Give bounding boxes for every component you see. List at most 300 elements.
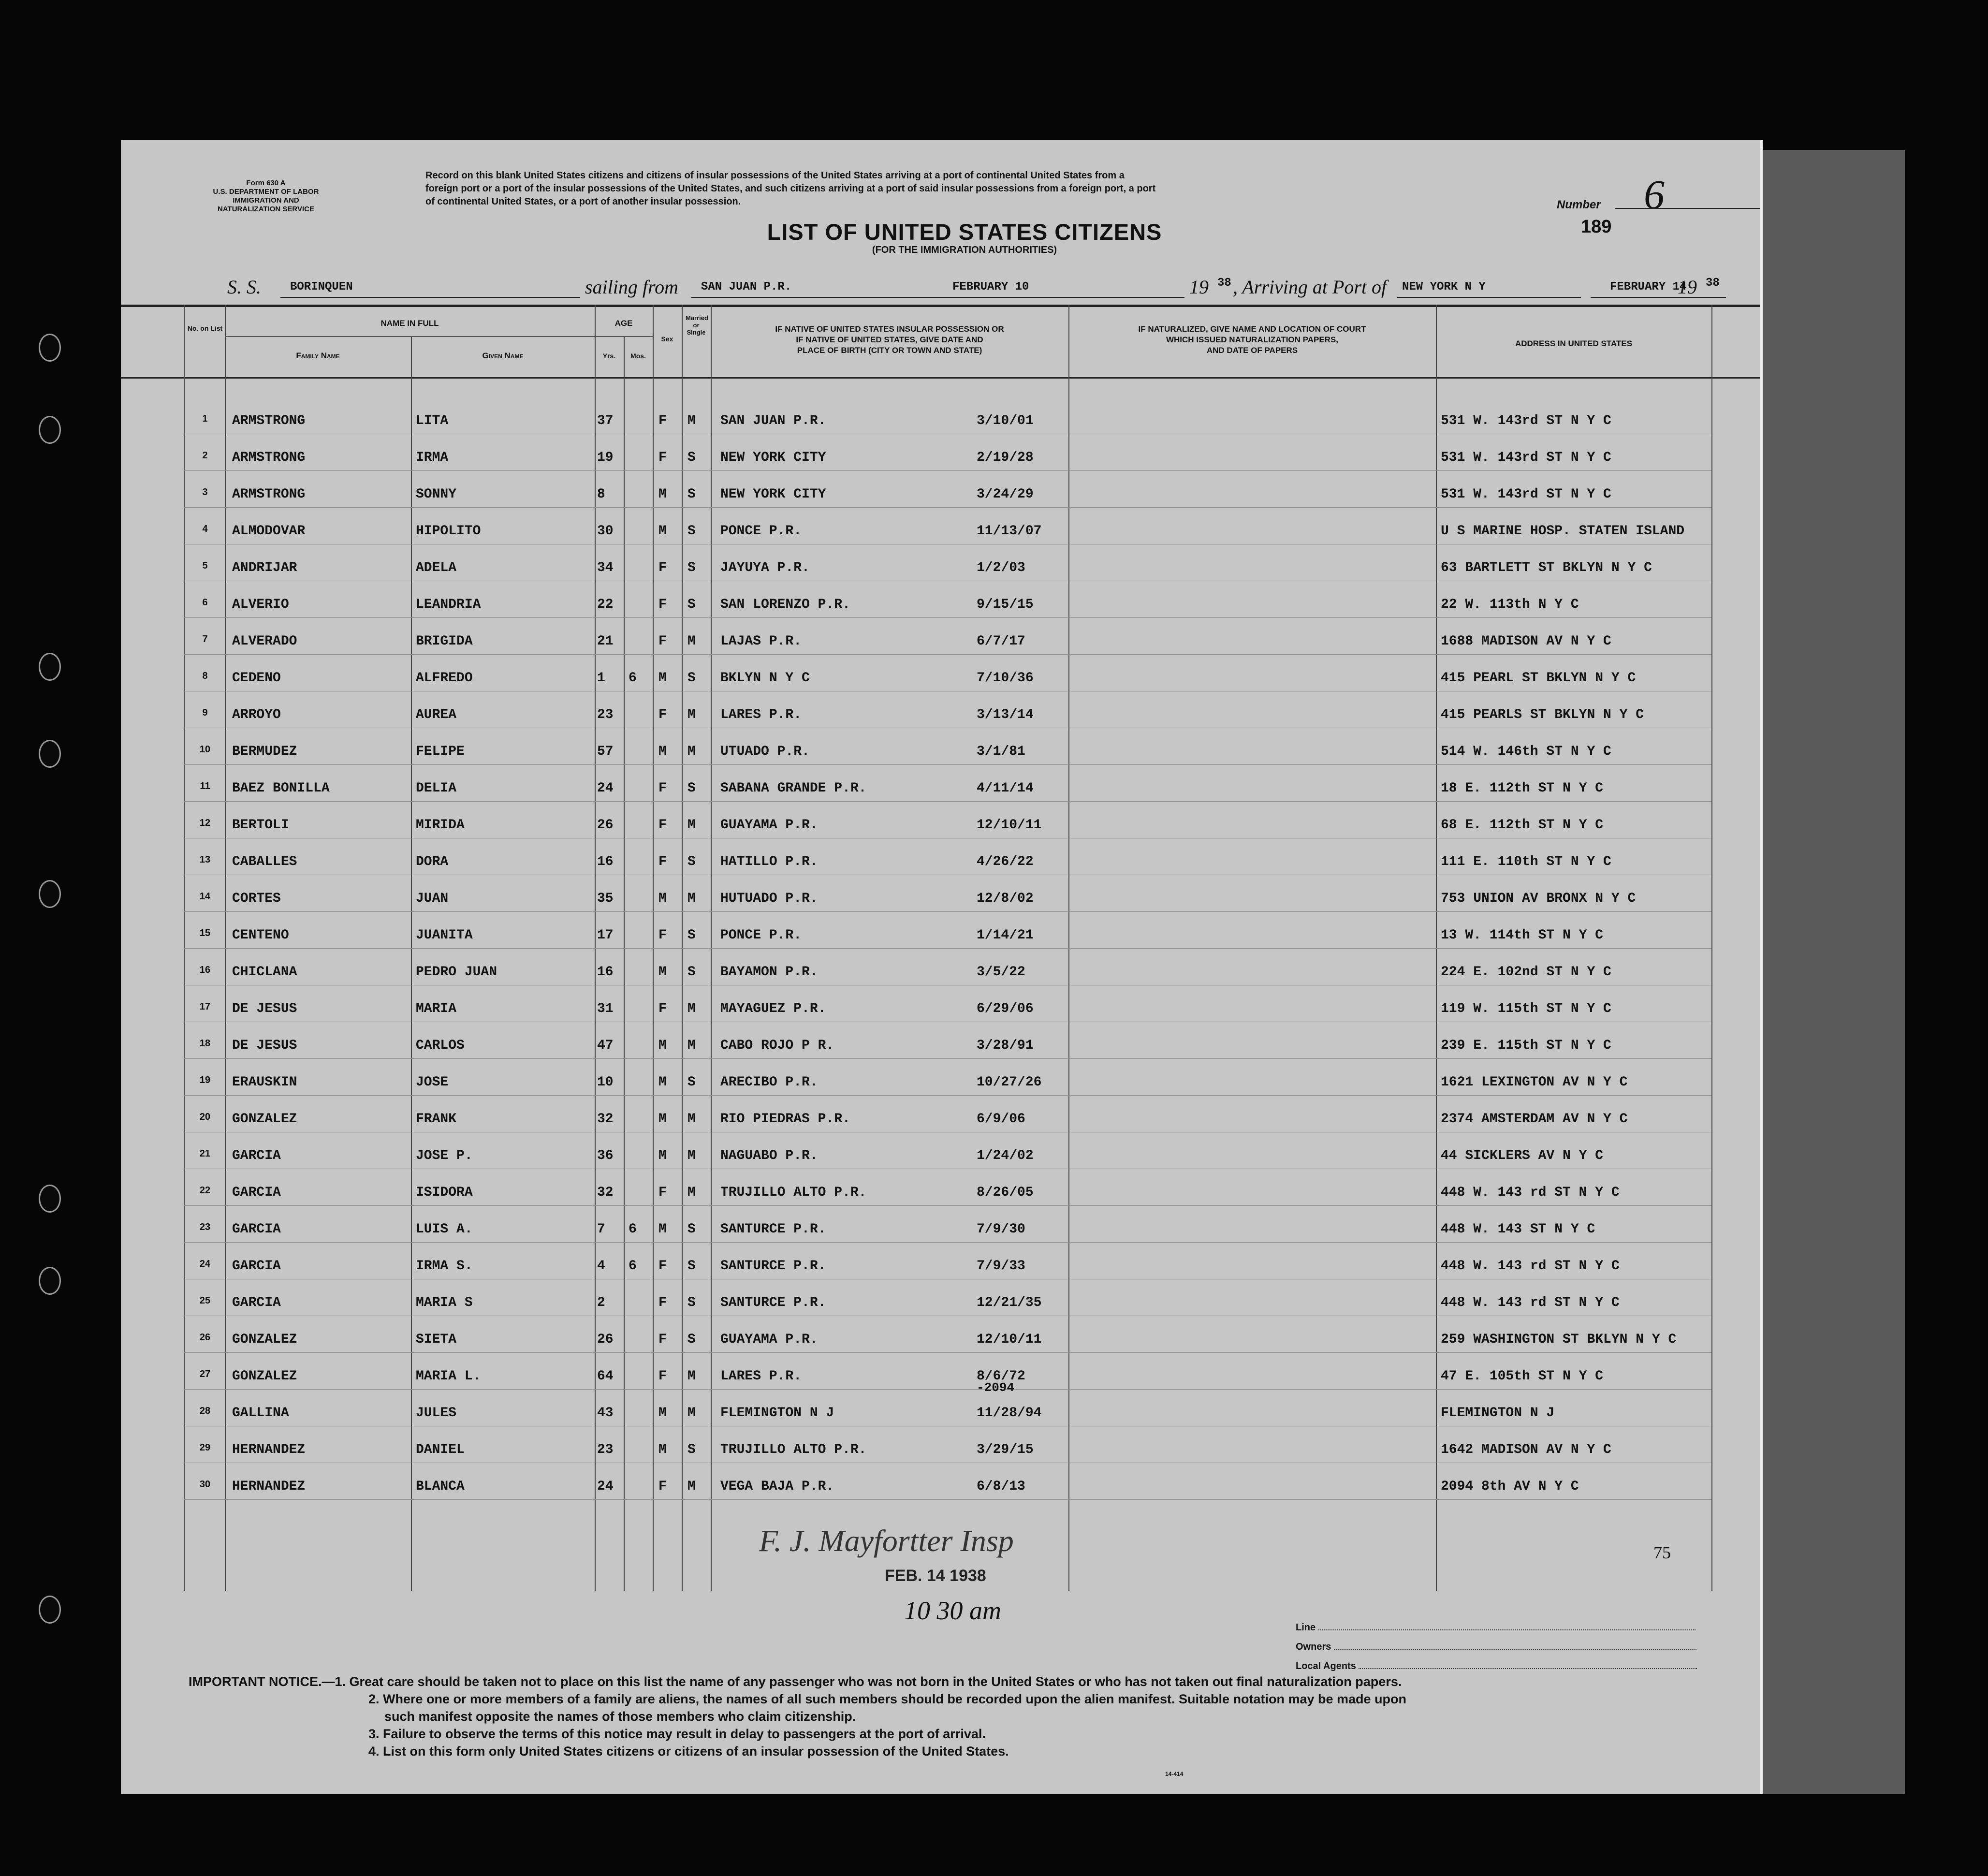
age-years-cell: 23 (597, 707, 614, 722)
marital-status-cell: M (687, 634, 696, 649)
birthplace-cell: FLEMINGTON N J (720, 1406, 834, 1421)
sex-cell: M (658, 891, 667, 906)
arriving-label: , Arriving at Port of (1233, 276, 1387, 298)
family-name-cell: ALMODOVAR (232, 524, 306, 539)
depart-year: 38 (1217, 277, 1231, 290)
line-field-underline (1318, 1629, 1696, 1630)
col-divider (411, 336, 412, 1591)
header-no-on-list: No. on List (187, 324, 223, 332)
address-cell: 119 W. 115th ST N Y C (1441, 1001, 1611, 1016)
family-name-cell: HERNANDEZ (232, 1479, 306, 1494)
birth-date-cell: 12/8/02 (977, 891, 1034, 906)
age-years-cell: 21 (597, 634, 614, 649)
sex-cell: M (658, 1075, 667, 1090)
family-name-cell: GARCIA (232, 1222, 281, 1237)
col-divider (711, 305, 712, 1591)
age-years-cell: 4 (597, 1259, 605, 1274)
row-number: 4 (202, 524, 208, 534)
ship-name: BORINQUEN (290, 280, 353, 293)
row-number: 5 (202, 560, 208, 571)
row-number: 1 (202, 413, 208, 424)
header-birth-line: PLACE OF BIRTH (CITY OR TOWN AND STATE) (797, 346, 982, 355)
row-rule (184, 948, 1711, 949)
row-number: 27 (199, 1369, 211, 1379)
birth-date-cell: 11/28/94 (977, 1406, 1042, 1421)
marital-status-cell: S (687, 1332, 696, 1347)
sex-cell: F (658, 781, 667, 796)
birth-date-cell: 3/10/01 (977, 413, 1034, 428)
header-naturalized (1071, 324, 1433, 356)
binder-hole (39, 653, 61, 681)
marital-status-cell: M (687, 891, 696, 906)
age-months-cell: 6 (629, 671, 637, 686)
header-given-name: Given Name (482, 351, 524, 360)
family-name-cell: ARROYO (232, 707, 281, 722)
birth-date-cell: 3/24/29 (977, 487, 1034, 502)
sex-cell: F (658, 818, 667, 833)
family-name-cell: ARMSTRONG (232, 450, 306, 465)
birth-date-cell: 8/26/05 (977, 1185, 1034, 1200)
sex-cell: F (658, 1369, 667, 1384)
record-line: foreign port or a port of the insular possessions of the United States, and such citizens arriving at a port of said insular possessions from a foreign port, a port (425, 183, 1156, 194)
notice-text: 1. Great care should be taken not to place on this list the name of any passenger who was not born in the United States or who has not taken out final naturalization papers. (335, 1674, 1402, 1689)
family-name-cell: ANDRIJAR (232, 560, 297, 575)
binder-hole (39, 1267, 61, 1295)
family-name-cell: CENTENO (232, 928, 289, 943)
row-number: 26 (199, 1332, 211, 1343)
form-id-line: U.S. DEPARTMENT OF LABOR (213, 188, 319, 196)
sex-cell: F (658, 634, 667, 649)
birth-date-cell: 1/14/21 (977, 928, 1034, 943)
age-years-cell: 7 (597, 1222, 605, 1237)
address-cell: 13 W. 114th ST N Y C (1441, 928, 1604, 943)
birthplace-cell: HUTUADO P.R. (720, 891, 818, 906)
origin-port: SAN JUAN P.R. (701, 280, 792, 293)
marital-status-cell: S (687, 671, 696, 686)
row-number: 13 (199, 854, 211, 865)
depart-underline (943, 297, 1184, 298)
sex-cell: M (658, 487, 667, 502)
form-id-line: NATURALIZATION SERVICE (217, 205, 314, 213)
marital-status-cell: M (687, 1406, 696, 1421)
age-years-cell: 10 (597, 1075, 614, 1090)
age-months-cell: 6 (629, 1259, 637, 1274)
list-number: 6 (1644, 171, 1665, 218)
row-rule (184, 1095, 1711, 1096)
given-name-cell: ISIDORA (416, 1185, 473, 1200)
family-name-cell: CABALLES (232, 854, 297, 869)
header-family-name: Family Name (296, 351, 340, 360)
marital-status-cell: S (687, 450, 696, 465)
sex-cell: M (658, 1038, 667, 1053)
birthplace-cell: ARECIBO P.R. (720, 1075, 818, 1090)
header-name-in-full: NAME IN FULL (380, 319, 439, 328)
birth-date-cell: 6/9/06 (977, 1112, 1025, 1127)
important-notice (189, 1673, 1736, 1760)
given-name-cell: JOSE P. (416, 1148, 473, 1163)
row-rule (184, 801, 1711, 802)
given-name-cell: DORA (416, 854, 449, 869)
given-name-cell: DELIA (416, 781, 457, 796)
row-number: 19 (199, 1075, 211, 1085)
address-cell: 1688 MADISON AV N Y C (1441, 634, 1611, 649)
birth-date-cell: 12/21/35 (977, 1295, 1042, 1310)
col-divider (624, 336, 625, 1591)
manifest-page (121, 140, 1763, 1794)
form-code: 14-414 (1165, 1771, 1184, 1777)
binder-hole (39, 416, 61, 444)
birth-date-cell: 7/10/36 (977, 671, 1034, 686)
sex-cell: M (658, 1406, 667, 1421)
address-cell: 448 W. 143 rd ST N Y C (1441, 1295, 1620, 1310)
address-cell: 239 E. 115th ST N Y C (1441, 1038, 1611, 1053)
number-label: Number (1557, 198, 1601, 211)
given-name-cell: LITA (416, 413, 449, 428)
header-naturalized-line: AND DATE OF PAPERS (1206, 346, 1298, 355)
birth-date-cell: 3/5/22 (977, 965, 1025, 980)
row-number: 3 (202, 487, 208, 498)
address-cell: 1621 LEXINGTON AV N Y C (1441, 1075, 1628, 1090)
header-birth-line: IF NATIVE OF UNITED STATES INSULAR POSSESSION OR (775, 324, 1004, 334)
birth-date-cell: 6/8/13 (977, 1479, 1025, 1494)
row-rule (184, 654, 1711, 655)
arrival-year-prefix: 19 (1678, 276, 1697, 298)
table-top-rule (121, 305, 1760, 307)
col-divider (682, 305, 683, 1591)
sex-cell: F (658, 597, 667, 612)
name-age-subrule (225, 336, 653, 337)
marital-status-cell: S (687, 928, 696, 943)
row-number: 22 (199, 1185, 211, 1196)
marital-status-cell: S (687, 524, 696, 539)
record-line: Record on this blank United States citizens and citizens of insular possessions of the United States arriving at a port of continental United States from a (425, 170, 1125, 181)
passenger-table (121, 305, 1760, 1591)
line-label: Line (1296, 1622, 1316, 1633)
given-name-cell: JUAN (416, 891, 449, 906)
birth-date-cell: 2/19/28 (977, 450, 1034, 465)
age-years-cell: 26 (597, 818, 614, 833)
marital-status-cell: S (687, 1075, 696, 1090)
header-address: ADDRESS IN UNITED STATES (1515, 339, 1633, 348)
family-name-cell: CORTES (232, 891, 281, 906)
age-years-cell: 2 (597, 1295, 605, 1310)
birth-date-cell: 11/13/07 (977, 524, 1042, 539)
col-divider (184, 305, 185, 1591)
given-name-cell: MARIA (416, 1001, 457, 1016)
birth-date-cell: 12/10/11 (977, 1332, 1042, 1347)
col-divider (225, 305, 226, 1591)
row-number: 8 (202, 671, 208, 681)
address-cell: 47 E. 105th ST N Y C (1441, 1369, 1604, 1384)
sex-cell: F (658, 854, 667, 869)
row-number: 18 (199, 1038, 211, 1049)
age-years-cell: 32 (597, 1185, 614, 1200)
given-name-cell: IRMA S. (416, 1259, 473, 1274)
marital-status-cell: S (687, 560, 696, 575)
address-cell: 514 W. 146th ST N Y C (1441, 744, 1611, 759)
age-years-cell: 19 (597, 450, 614, 465)
row-number: 12 (199, 818, 211, 828)
family-name-cell: GALLINA (232, 1406, 289, 1421)
marital-status-cell: M (687, 744, 696, 759)
age-years-cell: 57 (597, 744, 614, 759)
row-number: 11 (200, 781, 210, 791)
age-months-cell: 6 (629, 1222, 637, 1237)
birth-date-cell: 3/1/81 (977, 744, 1025, 759)
header-naturalized-line: IF NATURALIZED, GIVE NAME AND LOCATION OF COURT (1138, 324, 1366, 334)
address-cell: 531 W. 143rd ST N Y C (1441, 487, 1611, 502)
marital-status-cell: S (687, 781, 696, 796)
given-name-cell: FRANK (416, 1112, 457, 1127)
row-rule (184, 1352, 1711, 1353)
given-name-cell: ALFREDO (416, 671, 473, 686)
age-years-cell: 30 (597, 524, 614, 539)
age-years-cell: 36 (597, 1148, 614, 1163)
sex-cell: M (658, 1442, 667, 1457)
given-name-cell: JOSE (416, 1075, 449, 1090)
address-cell: 753 UNION AV BRONX N Y C (1441, 891, 1636, 906)
sex-cell: F (658, 1295, 667, 1310)
header-birth-line: IF NATIVE OF UNITED STATES, GIVE DATE AND (796, 335, 983, 344)
header-sex: Sex (661, 335, 673, 343)
address-cell: 531 W. 143rd ST N Y C (1441, 450, 1611, 465)
birthplace-cell: PONCE P.R. (720, 928, 802, 943)
birthplace-cell: SAN LORENZO P.R. (720, 597, 850, 612)
origin-underline (691, 297, 943, 298)
given-name-cell: FELIPE (416, 744, 465, 759)
row-number: 15 (199, 928, 211, 938)
address-cell: 18 E. 112th ST N Y C (1441, 781, 1604, 796)
row-number: 21 (199, 1148, 211, 1159)
family-name-cell: BAEZ BONILLA (232, 781, 330, 796)
age-years-cell: 22 (597, 597, 614, 612)
family-name-cell: GONZALEZ (232, 1369, 297, 1384)
form-id-line: Form 630 A (246, 179, 286, 187)
given-name-cell: MARIA L. (416, 1369, 481, 1384)
row-number: 24 (199, 1259, 211, 1269)
arrival-date-underline (1591, 297, 1726, 298)
family-name-cell: CEDENO (232, 671, 281, 686)
sex-cell: F (658, 1479, 667, 1494)
birth-date-cell: 7/9/33 (977, 1259, 1025, 1274)
address-cell: 2094 8th AV N Y C (1441, 1479, 1579, 1494)
birthplace-cell: MAYAGUEZ P.R. (720, 1001, 826, 1016)
binder-hole (39, 880, 61, 908)
sex-cell: F (658, 1259, 667, 1274)
address-cell: 448 W. 143 rd ST N Y C (1441, 1185, 1620, 1200)
given-name-cell: HIPOLITO (416, 524, 481, 539)
header-naturalized-line: WHICH ISSUED NATURALIZATION PAPERS, (1166, 335, 1339, 344)
family-name-cell: ALVERADO (232, 634, 297, 649)
row-number: 10 (199, 744, 211, 755)
address-cell: 224 E. 102nd ST N Y C (1441, 965, 1611, 980)
given-name-cell: ADELA (416, 560, 457, 575)
marital-status-cell: S (687, 487, 696, 502)
marital-status-cell: S (687, 854, 696, 869)
address-cell: 259 WASHINGTON ST BKLYN N Y C (1441, 1332, 1677, 1347)
sex-cell: M (658, 671, 667, 686)
marital-status-cell: S (687, 597, 696, 612)
page-subtitle: (FOR THE IMMIGRATION AUTHORITIES) (872, 245, 1057, 255)
binder-hole (39, 740, 61, 768)
header-birth (713, 324, 1066, 356)
given-name-cell: AUREA (416, 707, 457, 722)
birthplace-cell: RIO PIEDRAS P.R. (720, 1112, 850, 1127)
birth-date-cell: 4/11/14 (977, 781, 1034, 796)
header-age: AGE (614, 319, 633, 328)
col-divider (595, 305, 596, 1591)
ship-underline (280, 297, 580, 298)
birthplace-cell: VEGA BAJA P.R. (720, 1479, 834, 1494)
row-number: 6 (202, 597, 208, 608)
number-underline (1615, 208, 1760, 209)
notice-item: 4. List on this form only United States citizens or citizens of an insular possession of the United States. (368, 1744, 1009, 1759)
given-name-cell: DANIEL (416, 1442, 465, 1457)
row-number: 7 (202, 634, 208, 645)
given-name-cell: PEDRO JUAN (416, 965, 497, 980)
sex-cell: M (658, 744, 667, 759)
header-years: Yrs. (602, 352, 616, 360)
family-name-cell: GONZALEZ (232, 1112, 297, 1127)
marital-status-cell: S (687, 965, 696, 980)
row-rule (184, 1389, 1711, 1390)
address-cell: 111 E. 110th ST N Y C (1441, 854, 1611, 869)
sex-cell: M (658, 965, 667, 980)
birthplace-cell: CABO ROJO P R. (720, 1038, 834, 1053)
given-name-cell: IRMA (416, 450, 449, 465)
address-cell: 415 PEARLS ST BKLYN N Y C (1441, 707, 1644, 722)
age-years-cell: 32 (597, 1112, 614, 1127)
birth-date-cell: 6/7/17 (977, 634, 1025, 649)
given-name-cell: LUIS A. (416, 1222, 473, 1237)
age-years-cell: 24 (597, 1479, 614, 1494)
birth-date-cell: 12/10/11 (977, 818, 1042, 833)
col-divider (1068, 305, 1069, 1591)
age-years-cell: 26 (597, 1332, 614, 1347)
address-cell: 68 E. 112th ST N Y C (1441, 818, 1604, 833)
row-rule (184, 764, 1711, 765)
address-cell: 63 BARTLETT ST BKLYN N Y C (1441, 560, 1652, 575)
birthplace-cell: NAGUABO P.R. (720, 1148, 818, 1163)
given-name-cell: SONNY (416, 487, 457, 502)
date-stamp: FEB. 14 1938 (885, 1567, 986, 1585)
marital-status-cell: M (687, 1148, 696, 1163)
owners-label: Owners (1296, 1642, 1331, 1652)
row-rule (184, 1205, 1711, 1206)
record-line: of continental United States, or a port of another insular possession. (425, 196, 741, 207)
notice-item: such manifest opposite the names of those members who claim citizenship. (384, 1709, 856, 1724)
family-name-cell: ALVERIO (232, 597, 289, 612)
marital-status-cell: S (687, 1259, 696, 1274)
line-field (1296, 1622, 1696, 1633)
family-name-cell: GARCIA (232, 1148, 281, 1163)
row-number: 23 (199, 1222, 211, 1232)
margin-note: 75 (1653, 1543, 1671, 1562)
row-number: 9 (202, 707, 208, 718)
family-name-cell: DE JESUS (232, 1038, 297, 1053)
birthplace-cell: PONCE P.R. (720, 524, 802, 539)
sex-cell: F (658, 1185, 667, 1200)
given-name-cell: BRIGIDA (416, 634, 473, 649)
birth-date-cell: 3/29/15 (977, 1442, 1034, 1457)
sex-cell: F (658, 707, 667, 722)
depart-date: FEBRUARY 10 (952, 280, 1029, 293)
birth-date-cell: 3/28/91 (977, 1038, 1034, 1053)
row-rule (184, 1242, 1711, 1243)
birthplace-cell: NEW YORK CITY (720, 450, 826, 465)
family-name-cell: GARCIA (232, 1185, 281, 1200)
record-instructions (425, 169, 1595, 208)
depart-year-prefix: 19 (1189, 276, 1209, 298)
row-rule (184, 470, 1711, 471)
marital-status-cell: M (687, 1112, 696, 1127)
birthplace-cell: LARES P.R. (720, 707, 802, 722)
inspector-signature: F. J. Mayfortter Insp (759, 1524, 1014, 1558)
birthplace-cell: TRUJILLO ALTO P.R. (720, 1442, 867, 1457)
row-number: 29 (199, 1442, 211, 1453)
birth-date-cell: 4/26/22 (977, 854, 1034, 869)
given-name-cell: SIETA (416, 1332, 457, 1347)
address-cell: 1642 MADISON AV N Y C (1441, 1442, 1611, 1457)
birth-date-cell: 8/6/72 (977, 1369, 1025, 1384)
address-cell: 448 W. 143 rd ST N Y C (1441, 1259, 1620, 1274)
page-number: 189 (1581, 217, 1612, 237)
row-number: 2 (202, 450, 208, 461)
row-number: 30 (199, 1479, 211, 1490)
birth-date-cell: 7/9/30 (977, 1222, 1025, 1237)
sex-cell: F (658, 1001, 667, 1016)
given-name-cell: JUANITA (416, 928, 473, 943)
row-number: 14 (199, 891, 211, 902)
age-years-cell: 17 (597, 928, 614, 943)
given-name-cell: LEANDRIA (416, 597, 481, 612)
sex-cell: M (658, 1148, 667, 1163)
family-name-cell: GONZALEZ (232, 1332, 297, 1347)
date-annotation: -2094 (977, 1380, 1015, 1395)
notice-item: 2. Where one or more members of a family are aliens, the names of all such members should be recorded upon the alien manifest. Suitable notation may be made upon (368, 1692, 1407, 1706)
header-months: Mos. (630, 352, 646, 360)
age-years-cell: 24 (597, 781, 614, 796)
age-years-cell: 16 (597, 965, 614, 980)
age-years-cell: 34 (597, 560, 614, 575)
arrival-year: 38 (1706, 277, 1720, 290)
birthplace-cell: UTUADO P.R. (720, 744, 810, 759)
address-cell: 22 W. 113th N Y C (1441, 597, 1579, 612)
marital-status-cell: M (687, 707, 696, 722)
row-rule (184, 1058, 1711, 1059)
row-number: 17 (199, 1001, 211, 1012)
birthplace-cell: HATILLO P.R. (720, 854, 818, 869)
birth-date-cell: 3/13/14 (977, 707, 1034, 722)
marital-status-cell: S (687, 1442, 696, 1457)
birthplace-cell: SANTURCE P.R. (720, 1222, 826, 1237)
address-cell: U S MARINE HOSP. STATEN ISLAND (1441, 524, 1685, 539)
birthplace-cell: JAYUYA P.R. (720, 560, 810, 575)
sex-cell: F (658, 1332, 667, 1347)
page-title: LIST OF UNITED STATES CITIZENS (767, 219, 1162, 245)
ss-label: S. S. (227, 276, 261, 298)
family-name-cell: CHICLANA (232, 965, 297, 980)
sex-cell: F (658, 928, 667, 943)
sex-cell: F (658, 413, 667, 428)
marital-status-cell: S (687, 1222, 696, 1237)
age-years-cell: 47 (597, 1038, 614, 1053)
address-cell: 448 W. 143 ST N Y C (1441, 1222, 1595, 1237)
given-name-cell: BLANCA (416, 1479, 465, 1494)
binder-hole (39, 1596, 61, 1624)
birth-date-cell: 6/29/06 (977, 1001, 1034, 1016)
age-years-cell: 43 (597, 1406, 614, 1421)
